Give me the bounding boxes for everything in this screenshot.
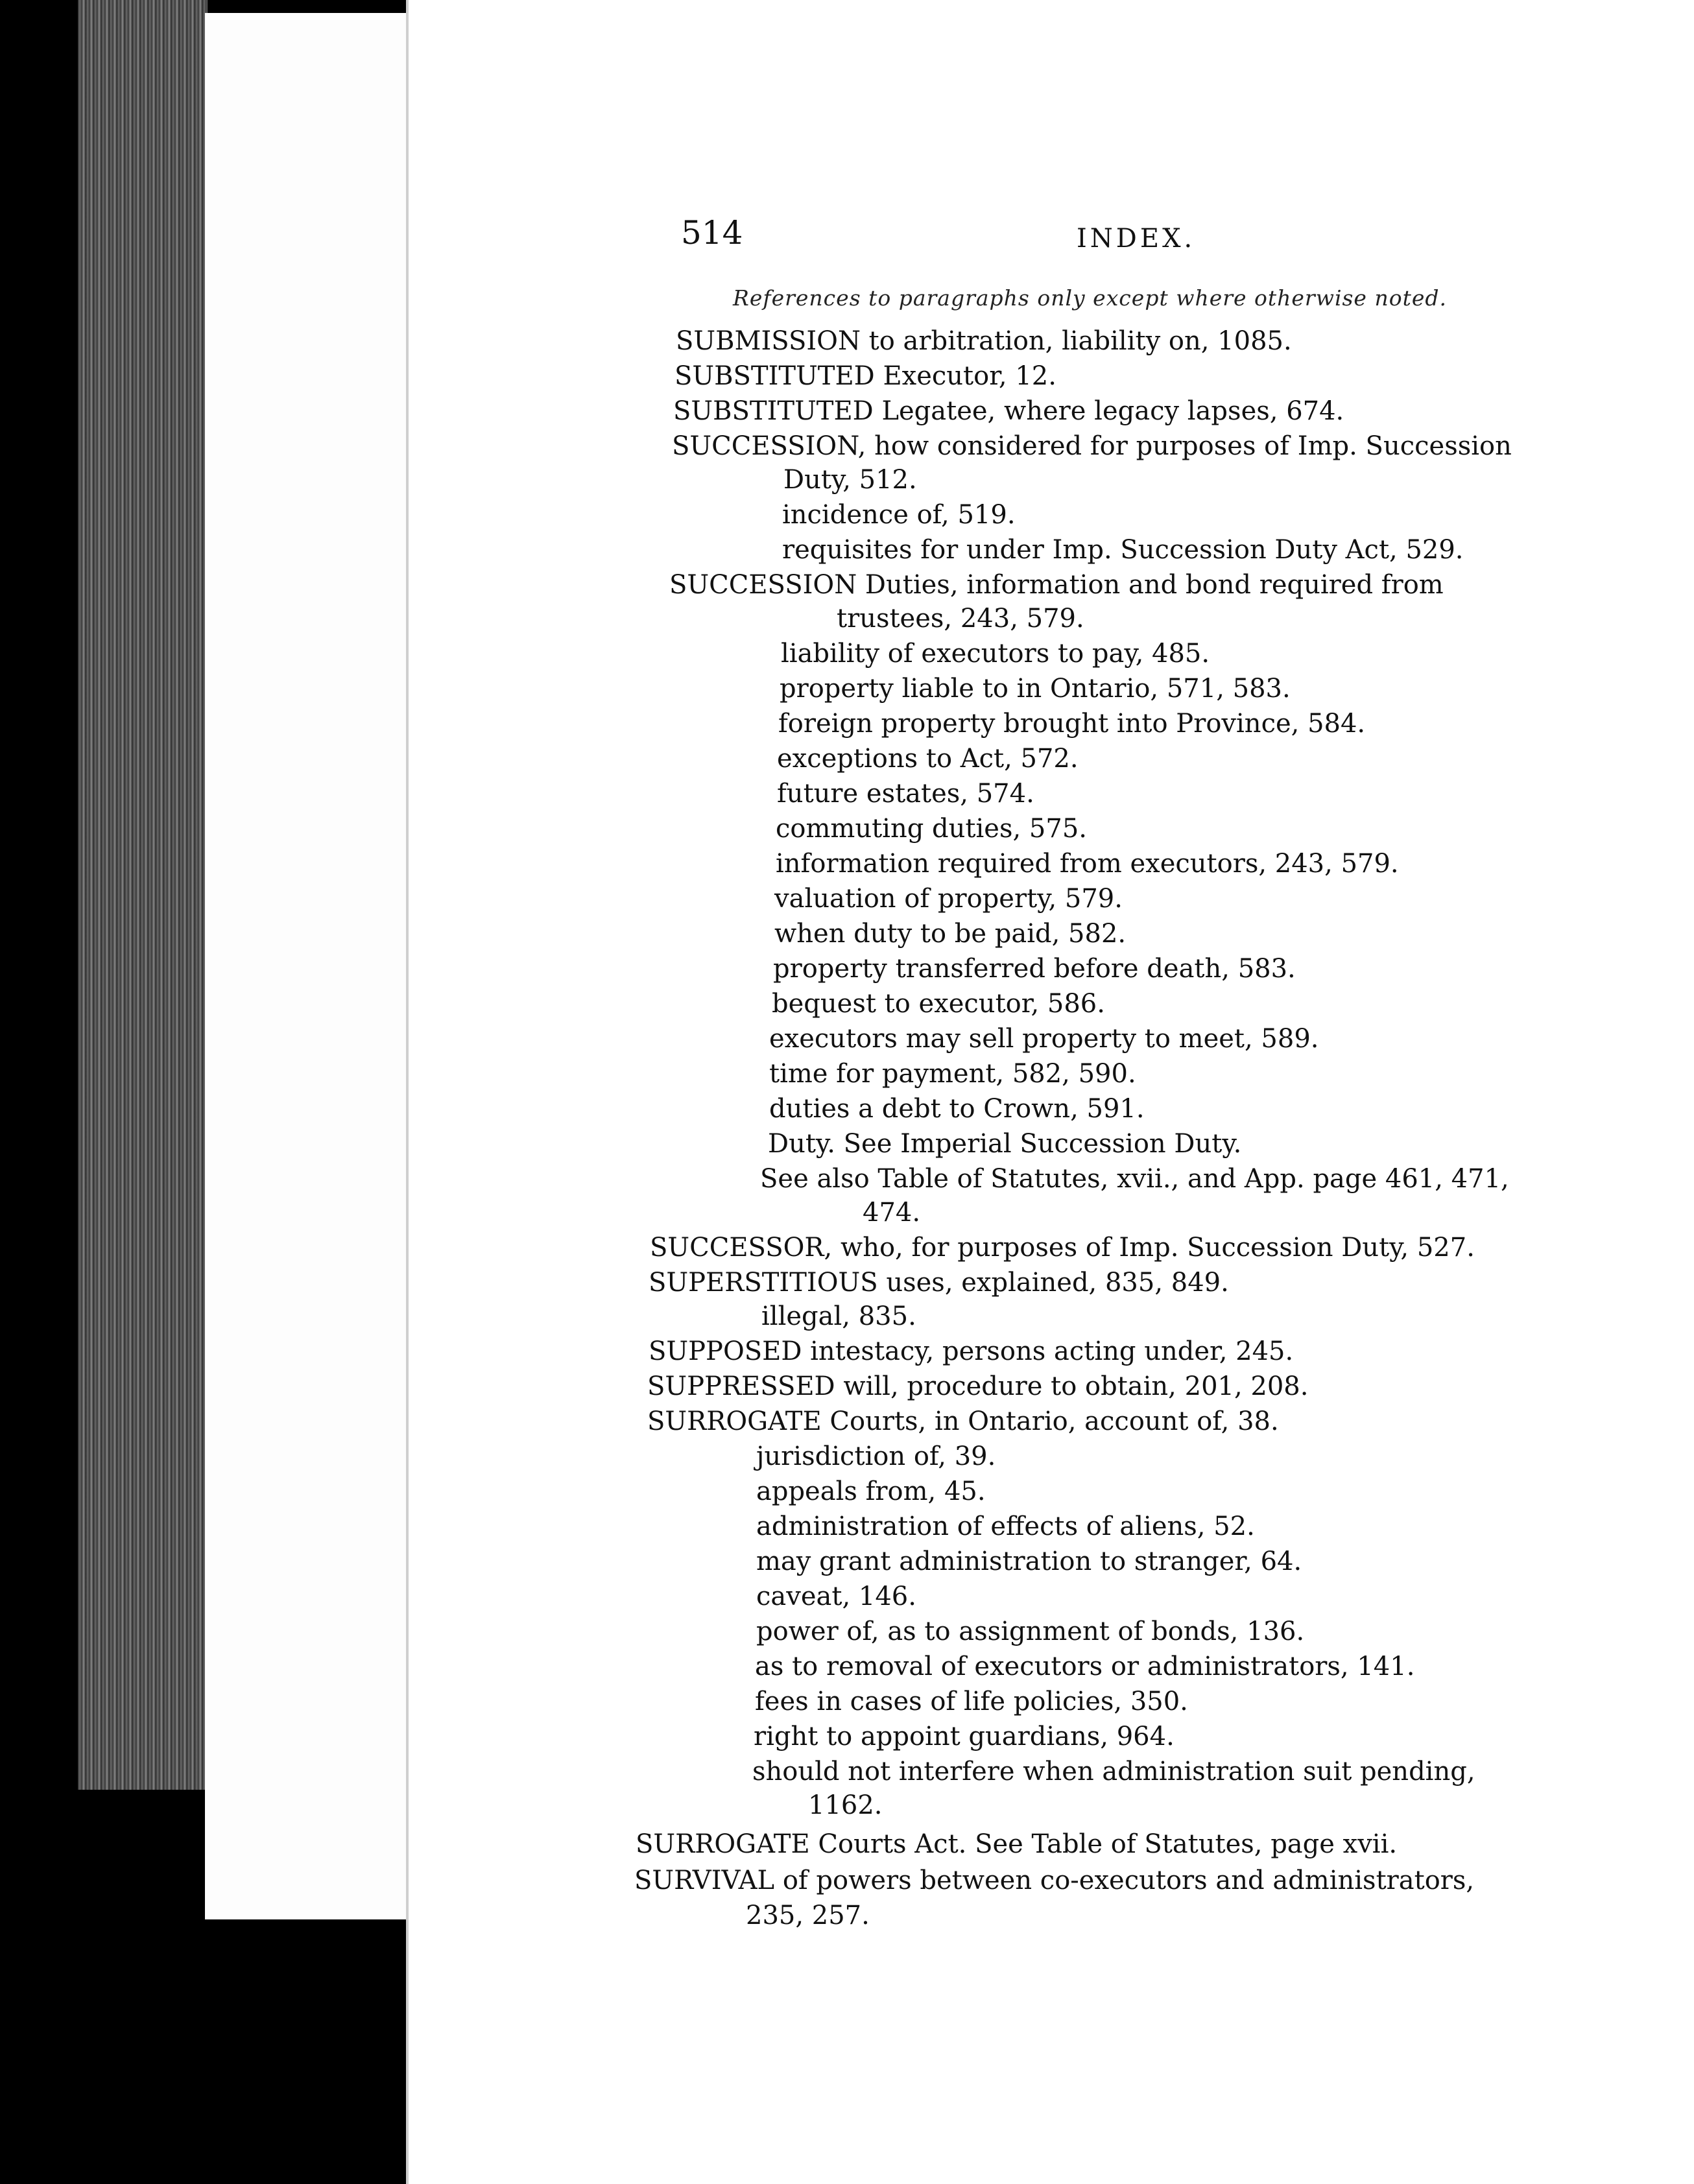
- index-entry-continuation: 1162.: [808, 1790, 883, 1820]
- index-subentry: as to removal of executors or administrators, 141.: [755, 1652, 1415, 1681]
- reference-note: References to paragraphs only except where otherwise noted.: [733, 285, 1447, 311]
- index-subentry: caveat, 146.: [756, 1582, 916, 1611]
- index-subentry: duties a debt to Crown, 591.: [769, 1094, 1145, 1124]
- index-subentry: valuation of property, 579.: [774, 884, 1123, 914]
- index-entry-continuation: trustees, 243, 579.: [837, 604, 1084, 634]
- index-page: [409, 0, 1694, 2184]
- index-entry: SUPERSTITIOUS uses, explained, 835, 849.: [649, 1268, 1229, 1298]
- index-subentry: exceptions to Act, 572.: [777, 744, 1079, 774]
- index-subentry: commuting duties, 575.: [776, 814, 1087, 844]
- index-subentry: appeals from, 45.: [756, 1477, 986, 1506]
- index-entry: SUBMISSION to arbitration, liability on, 1085.: [676, 326, 1292, 356]
- index-subentry: fees in cases of life policies, 350.: [755, 1687, 1188, 1716]
- index-subentry: bequest to executor, 586.: [772, 989, 1105, 1019]
- index-subentry: administration of effects of aliens, 52.: [756, 1512, 1255, 1541]
- index-entry-continuation: 235, 257.: [746, 1901, 870, 1930]
- index-subentry: right to appoint guardians, 964.: [754, 1722, 1175, 1751]
- index-subentry: requisites for under Imp. Succession Duty Act, 529.: [782, 535, 1464, 565]
- index-entry: SURROGATE Courts Act. See Table of Statutes, page xvii.: [636, 1829, 1398, 1859]
- index-subentry: illegal, 835.: [761, 1301, 916, 1331]
- index-entry: SURVIVAL of powers between co-executors and administrators,: [634, 1866, 1475, 1895]
- index-subentry: foreign property brought into Province, 584.: [778, 709, 1366, 739]
- index-subentry: information required from executors, 243, 579.: [776, 849, 1399, 879]
- running-head: INDEX.: [1077, 224, 1196, 254]
- index-entry-continuation: 474.: [863, 1198, 921, 1228]
- index-subentry: jurisdiction of, 39.: [756, 1442, 996, 1471]
- index-entry: SUCCESSION, how considered for purposes of Imp. Succession: [672, 431, 1512, 461]
- index-subentry: should not interfere when administration suit pending,: [752, 1757, 1475, 1786]
- index-entry: SUPPOSED intestacy, persons acting under, 245.: [649, 1336, 1294, 1366]
- index-subentry: Duty. See Imperial Succession Duty.: [768, 1129, 1242, 1159]
- index-subentry: incidence of, 519.: [782, 500, 1016, 530]
- index-subentry: time for payment, 582, 590.: [769, 1059, 1136, 1089]
- index-entry: SUBSTITUTED Executor, 12.: [674, 361, 1056, 391]
- index-subentry: may grant administration to stranger, 64.: [756, 1547, 1302, 1576]
- index-subentry: future estates, 574.: [777, 779, 1034, 809]
- index-entry: SUPPRESSED will, procedure to obtain, 201, 208.: [647, 1371, 1309, 1401]
- page-number: 514: [681, 214, 743, 252]
- index-subentry: liability of executors to pay, 485.: [781, 639, 1210, 669]
- page-edge-stack: [78, 0, 208, 1790]
- index-entry: SURROGATE Courts, in Ontario, account of, 38.: [647, 1407, 1279, 1436]
- index-subentry: See also Table of Statutes, xvii., and App. page 461, 471,: [760, 1164, 1509, 1194]
- index-entry-continuation: Duty, 512.: [783, 465, 917, 495]
- index-subentry: property transferred before death, 583.: [773, 954, 1296, 984]
- index-entry: SUCCESSION Duties, information and bond required from: [669, 570, 1444, 600]
- index-subentry: executors may sell property to meet, 589.: [769, 1024, 1319, 1054]
- index-subentry: property liable to in Ontario, 571, 583.: [780, 674, 1291, 704]
- index-subentry: power of, as to assignment of bonds, 136.: [756, 1617, 1305, 1646]
- index-subentry: when duty to be paid, 582.: [774, 919, 1127, 949]
- index-entry: SUCCESSOR, who, for purposes of Imp. Succession Duty, 527.: [650, 1233, 1475, 1263]
- index-entry: SUBSTITUTED Legatee, where legacy lapses, 674.: [673, 396, 1344, 426]
